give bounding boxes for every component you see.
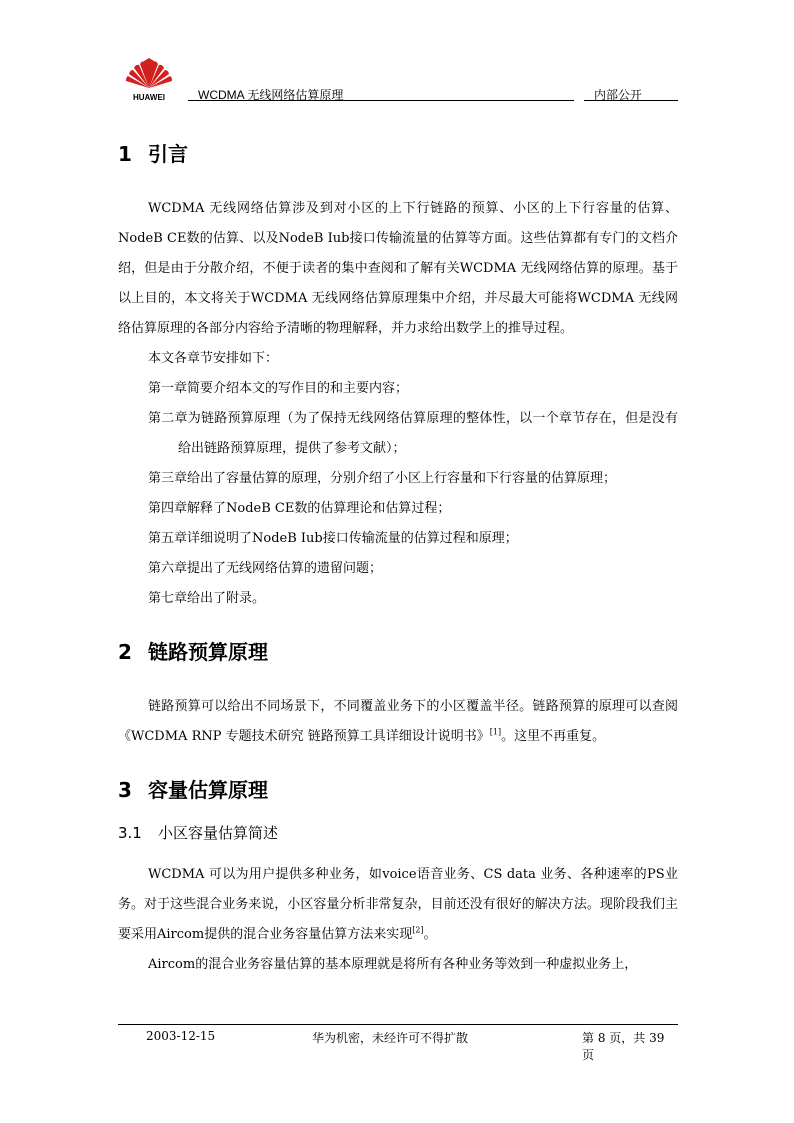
header-rule — [188, 100, 574, 101]
document-body — [118, 138, 678, 980]
paragraph: WCDMA 无线网络估算涉及到对小区的上下行链路的预算、小区的上下行容量的估算、NodeB CE数的估算、以及NodeB Iub接口传输流量的估算等方面。这些估算都有专门的文档介绍，但是由于分散介绍，不便于读者的集中查阅和了解有关WCDMA 无线网络估算的原理。基于以上目的，本文将关于WCDMA 无线网络估算原理集中介绍，并尽最大可能将WCDMA 无线网络估算原理的各部分内容给予清晰的物理解释，并力求给出数学上的推导过程。 — [118, 201, 678, 336]
list-item: 第三章给出了容量估算的原理，分别介绍了小区上行容量和下行容量的估算原理； — [148, 471, 617, 486]
header-classification: 内部公开 — [594, 88, 643, 102]
list-item: 第五章详细说明了NodeB Iub接口传输流量的估算过程和原理； — [148, 531, 518, 546]
footer-date: 2003-12-15 — [146, 1029, 216, 1043]
huawei-logo — [118, 58, 180, 102]
section-heading-3: 3 容量估算原理 — [118, 778, 268, 802]
footer-page-number: 第 8 页，共 39 页 — [582, 1031, 665, 1062]
list-item: 第七章给出了附录。 — [148, 591, 266, 606]
list-item: 第一章简要介绍本文的写作目的和主要内容； — [148, 381, 409, 396]
list-item: 第四章解释了NodeB CE数的估算理论和估算过程； — [148, 501, 451, 516]
paragraph: 链路预算可以给出不同场景下，不同覆盖业务下的小区覆盖半径。链路预算的原理可以查阅《WCDMA RNP 专题技术研究 链路预算工具详细设计说明书》[1]。这里不再重复。 — [118, 699, 678, 744]
paragraph: WCDMA 可以为用户提供多种业务，如voice语音业务、CS data 业务、各种速率的PS业务。对于这些混合业务来说，小区容量分析非常复杂，目前还没有很好的解决方法。现阶段我们主要采用Aircom提供的混合业务容量估算方法来实现[2]。 — [118, 867, 678, 942]
svg-text:HUAWEI: HUAWEI — [133, 93, 165, 102]
subsection-heading-3-1: 3.1 小区容量估算简述 — [118, 824, 279, 842]
footer-confidential: 华为机密，未经许可不得扩散 — [312, 1031, 469, 1045]
section-heading-1: 1 引言 — [118, 142, 188, 166]
paragraph: 本文各章节安排如下： — [148, 351, 279, 366]
list-item: 第六章提出了无线网络估算的遗留问题； — [148, 561, 383, 576]
citation: [1] — [489, 727, 502, 737]
header-rule-right — [584, 100, 678, 101]
citation: [2] — [412, 925, 424, 935]
list-item: 第二章为链路预算原理（为了保持无线网络估算原理的整体性，以一个章节存在，但是没有给出链路预算原理，提供了参考文献）； — [148, 411, 678, 456]
paragraph: Aircom的混合业务容量估算的基本原理就是将所有各种业务等效到一种虚拟业务上， — [148, 957, 638, 972]
header-title: WCDMA 无线网络估算原理 — [198, 88, 344, 102]
section-heading-2: 2 链路预算原理 — [118, 640, 268, 664]
page-footer — [118, 1024, 678, 1062]
page-header — [118, 58, 678, 102]
